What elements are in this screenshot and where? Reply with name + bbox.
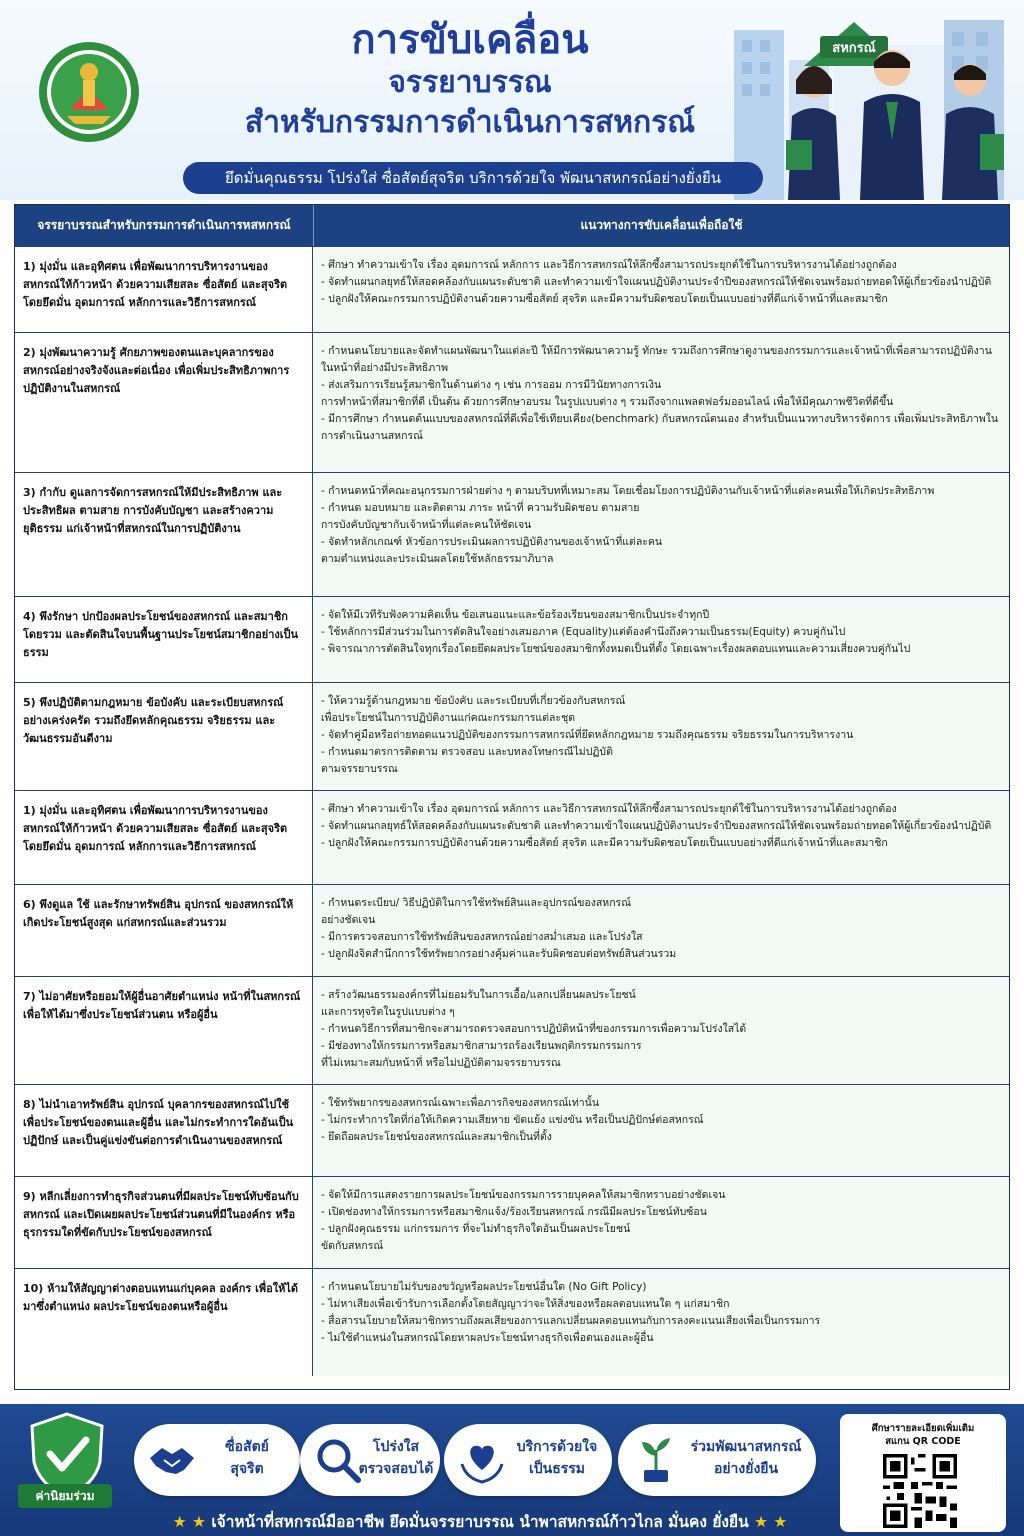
guideline-item: - สร้างวัฒนธรรมองค์กรที่ไม่ยอมรับในการเอื้อ/แลกเปลี่ยนผลประโยชน์: [321, 989, 636, 1001]
guideline-item: - ส่งเสริมการเรียนรู้สมาชิกในด้านต่าง ๆ เช่น การออม การมีวินัยทางการเงิน: [321, 379, 662, 391]
guideline-item: - ยึดถือผลประโยชน์ของสหกรณ์และสมาชิกเป็นที่ตั้ง: [321, 1131, 552, 1143]
ethics-item: 9) หลีกเลี่ยงการทำธุรกิจส่วนตนที่มีผลประโยชน์ทับซ้อนกับสหกรณ์ และเปิดเผยผลประโยชน์ส่วนตนที่มีในองค์กร หรือธุรกรรมใดที่ขัดกับประโยชน์ของสหกรณ์: [15, 1177, 313, 1268]
star-icon: ★ ★: [172, 1513, 206, 1531]
guideline-item: ตามจรรยาบรรณ: [321, 763, 398, 775]
guideline-item: และการทุจริตในรูปแบบต่าง ๆ: [321, 1006, 455, 1018]
table-row: [15, 790, 1009, 884]
guideline-item: - กำหนด มอบหมาย และติดตาม ภาระ หน้าที่ ความรับผิดชอบ ตามสาย: [321, 502, 640, 514]
value-card-sustainable: [618, 1424, 816, 1496]
guideline-list: [313, 1085, 1009, 1176]
guideline-item: - จัดให้มีการแสดงรายการผลประโยชน์ของกรรมการรายบุคคลให้สมาชิกทราบอย่างชัดเจน: [321, 1189, 726, 1201]
guideline-item: - มีช่องทางให้กรรมการหรือสมาชิกสามารถร้องเรียนพฤติกรรมกรรมการ: [321, 1040, 642, 1052]
guideline-item: - พิจารณาการตัดสินใจทุกเรื่องโดยยึดผลประโยชน์ของสมาชิกทั้งหมดเป็นที่ตั้ง โดยเฉพาะเรื่องผลตอบแทนและความเสี่ยงควบคู่กันไป: [321, 643, 911, 655]
guideline-item: - จัดทำคู่มือหรือถ่ายทอดแนวปฏิบัติของกรรมการสหกรณ์ที่ยึดหลักกฎหมาย รวมถึงคุณธรรม จริยธรรมในการบริหารงาน: [321, 729, 854, 741]
guideline-item: - มีการศึกษา กำหนดต้นแบบของสหกรณ์ที่ดีเพื่อใช้เทียบเคียง(benchmark) กับสหกรณ์ตนเอง สำหรับเป็นแนวทางบริหารจัดการ เพื่อเพิ่มประสิทธิภาพในการดำเนินงานสหกรณ์: [321, 413, 999, 442]
slogan-banner: ยึดมั่นคุณธรรม โปร่งใส่ ซื่อสัตย์สุจริต บริการด้วยใจ พัฒนาสหกรณ์อย่างยั่งยืน: [183, 162, 763, 194]
value-transparency-line1: โปร่งใส: [372, 1439, 420, 1455]
guideline-item: อย่างชัดเจน: [321, 914, 376, 926]
table-row: [15, 682, 1009, 790]
guideline-list: [313, 597, 1009, 682]
guideline-item: - กำหนดนโยบายและจัดทำแผนพัฒนาในแต่ละปี ให้มีการพัฒนาความรู้ ทักษะ รวมถึงการศึกษาดูงานของกรรมการและเจ้าหน้าที่เพื่อสามารถปฏิบัติงานในหน้าที่อย่างมีประสิทธิภาพ: [321, 345, 992, 374]
staff-people-illustration: [774, 30, 1014, 200]
guideline-item: - จัดทำแผนกลยุทธ์ให้สอดคล้องกับแผนระดับชาติ และทำความเข้าใจแผนปฏิบัติงานประจำปีของสหกรณ์ให้ชัดเจนพร้อมถ่ายทอดให้ผู้เกี่ยวข้องนำปฏิบัติ: [321, 820, 992, 832]
ethics-item: 6) พึงดูแล ใช้ และรักษาทรัพย์สิน อุปกรณ์ ของสหกรณ์ให้เกิดประโยชน์สูงสุด แก่สหกรณ์และส่วนรวม: [15, 885, 313, 976]
value-sustainable-line2: อย่างยั่งยืน: [713, 1461, 779, 1477]
guideline-item: - ไม่ใช้ตำแหน่งในสหกรณ์โดยหาผลประโยชน์ทางธุรกิจเพื่อตนเองและผู้อื่น: [321, 1332, 654, 1344]
ethics-item: 8) ไม่นำเอาทรัพย์สิน อุปกรณ์ บุคลากรของสหกรณ์ไปใช้เพื่อประโยชน์ของตนและผู้อื่น และไม่กระทำการใดอันเป็นปฏิปักษ์ และเป็นคู่แข่งขันต่อการดำเนินงานของสหกรณ์: [15, 1085, 313, 1176]
table-row: [15, 976, 1009, 1084]
guideline-item: - กำหนดหน้าที่คณะอนุกรรมการฝ่ายต่าง ๆ ตามบริบทที่เหมาะสม โดยเชื่อมโยงการปฏิบัติงานกับเจ้าหน้าที่แต่ละคนเพื่อให้เกิดประสิทธิภาพ: [321, 485, 935, 497]
guideline-item: - ไม่กระทำการใดที่ก่อให้เกิดความเสียหาย ขัดแย้ง แข่งขัน หรือเป็นปฏิปักษ์ต่อสหกรณ์: [321, 1114, 704, 1126]
guideline-item: - ใช้หลักการมีส่วนร่วมในการตัดสินใจอย่างเสมอภาค (Equality)แต่ต้องคำนึงถึงความเป็นธรรม(Equity) ควบคู่กันไป: [321, 626, 846, 638]
footer-tagline: [120, 1508, 840, 1536]
guideline-item: - ศึกษา ทำความเข้าใจ เรื่อง อุดมการณ์ หลักการ และวิธีการสหกรณ์ให้ลึกซึ้งสามารถประยุกต์ใช้ในการบริหารงานได้อย่างถูกต้อง: [321, 259, 897, 271]
guideline-list: [313, 333, 1009, 472]
building-sign-text: สหกรณ์: [832, 41, 876, 56]
table-row: [15, 884, 1009, 976]
guideline-item: - มีการตรวจสอบการใช้ทรัพย์สินของสหกรณ์อย่างสม่ำเสมอ และโปร่งใส: [321, 931, 643, 943]
guideline-item: - จัดทำหลักเกณฑ์ หัวข้อการประเมินผลการปฏิบัติงานของเจ้าหน้าที่แต่ละคน: [321, 536, 663, 548]
guideline-item: การทำหน้าที่สมาชิกที่ดี เป็นต้น ด้วยการศึกษาอบรม ในรูปแบบต่าง ๆ รวมถึงจากแพลตฟอร์มออนไลน์ เพื่อให้มีคุณภาพชีวิตที่ดีขึ้น: [321, 396, 894, 408]
guideline-item: การบังคับบัญชากับเจ้าหน้าที่แต่ละคนให้ชัดเจน: [321, 519, 532, 531]
qr-card: [840, 1414, 1006, 1532]
star-icon: ★ ★: [754, 1513, 788, 1531]
guideline-list: [313, 683, 1009, 790]
qr-code-icon[interactable]: [883, 1454, 957, 1528]
guideline-item: - ใช้ทรัพยากรของสหกรณ์เฉพาะเพื่อภารกิจของสหกรณ์เท่านั้น: [321, 1097, 600, 1109]
page-title-line1: การขับเคลื่อน: [351, 17, 589, 63]
header-banner: [0, 0, 1024, 200]
column-header-guidelines: แนวทางการขับเคลื่อนเพื่อถือใช้: [580, 218, 743, 232]
guideline-item: - สื่อสารนโยบายให้สมาชิกทราบถึงผลเสียของการแลกเปลี่ยนผลตอบแทนกับการลงคะแนนเสียงเพื่อเป็นกรรมการ: [321, 1315, 821, 1327]
guideline-item: - กำหนดนโยบายไม่รับของขวัญหรือผลประโยชน์อื่นใด (No Gift Policy): [321, 1281, 647, 1293]
value-honesty-line2: สุจริต: [230, 1461, 264, 1477]
value-card-transparency: [300, 1424, 440, 1496]
guideline-item: - ปลูกฝังให้คณะกรรมการปฏิบัติงานด้วยความซื่อสัตย์ สุจริต และมีความรับผิดชอบโดยเป็นแบบอย่างที่ดีแก่เจ้าหน้าที่และสมาชิก: [321, 837, 888, 849]
table-row: [15, 596, 1009, 682]
page-title-line3: สำหรับกรรมการดำเนินการสหกรณ์: [244, 105, 696, 140]
value-sustainable-line1: ร่วมพัฒนาสหกรณ์: [690, 1439, 802, 1455]
page-title-line2: จรรยาบรรณ: [388, 65, 552, 100]
table-row: [15, 1084, 1009, 1176]
guideline-item: - จัดทำแผนกลยุทธ์ให้สอดคล้องกับแผนระดับชาติ และทำความเข้าใจแผนปฏิบัติงานประจำปีของสหกรณ์ให้ชัดเจนพร้อมถ่ายทอดให้ผู้เกี่ยวข้องนำปฏิบัติ: [321, 276, 992, 288]
ethics-item: 1) มุ่งมั่น และอุทิศตน เพื่อพัฒนาการบริหารงานของสหกรณ์ให้ก้าวหน้า ด้วยความเสียสละ ซื่อสัตย์ และสุจริต โดยยึดมั่น อุดมการณ์ หลักการและวิธีการสหกรณ์: [15, 791, 313, 884]
guideline-list: [313, 791, 1009, 884]
guideline-item: ที่ไม่เหมาะสมกับหน้าที่ หรือไม่ปฏิบัติตามจรรยาบรรณ: [321, 1057, 561, 1069]
guideline-list: [313, 885, 1009, 976]
guideline-list: [313, 977, 1009, 1084]
tagline-text: เจ้าหน้าที่สหกรณ์มืออาชีพ ยึดมั่นจรรยาบรรณ นำพาสหกรณ์ก้าวไกล มั่นคง ยั่งยืน: [211, 1513, 749, 1531]
handshake-icon: [146, 1434, 198, 1486]
ethics-item: 5) พึงปฏิบัติตามกฎหมาย ข้อบังคับ และระเบียบสหกรณ์อย่างเคร่งครัด รวมถึงยึดหลักคุณธรรม จริยธรรม และวัฒนธรรมอันดีงาม: [15, 683, 313, 790]
guideline-item: - จัดให้มีเวทีรับฟังความคิดเห็น ข้อเสนอแนะและข้อร้องเรียนของสมาชิกเป็นประจำทุกปี: [321, 609, 710, 621]
guideline-item: - ปลูกฝังคุณธรรม แก่กรรมการ ที่จะไม่ทำธุรกิจใดอันเป็นผลประโยชน์: [321, 1223, 631, 1235]
column-header-ethics: จรรยาบรรณสำหรับกรรมการดำเนินการหสหกรณ์: [15, 205, 314, 246]
value-card-honesty: [134, 1424, 300, 1496]
ethics-item: 2) มุ่งพัฒนาความรู้ ศักยภาพของตนและบุคลากรของสหกรณ์อย่างจริงจังและต่อเนื่อง เพื่อเพิ่มประสิทธิภาพการปฏิบัติงานในสหกรณ์: [15, 333, 313, 472]
table-row: [15, 472, 1009, 596]
table-body: [15, 246, 1009, 1376]
qr-text-line1: ศึกษารายละเอียดเพิ่มเติม: [871, 1423, 975, 1434]
department-logo-seal-icon: [37, 40, 141, 144]
guideline-list: [313, 1177, 1009, 1268]
ethics-item: 1) มุ่งมั่น และอุทิศตน เพื่อพัฒนาการบริหารงานของสหกรณ์ให้ก้าวหน้า ด้วยความเสียสละ ซื่อสัตย์ และสุจริต โดยยึดมั่น อุดมการณ์ หลักการและวิธีการสหกรณ์: [15, 247, 313, 332]
plant-icon: [630, 1434, 682, 1486]
guideline-item: - ให้ความรู้ด้านกฎหมาย ข้อบังคับ และระเบียบที่เกี่ยวข้องกับสหกรณ์: [321, 695, 626, 707]
guideline-item: ขัดกับสหกรณ์: [321, 1240, 384, 1252]
table-row: [15, 1176, 1009, 1268]
shared-values-label: ค่านิยมร่วม: [18, 1484, 112, 1508]
heart-hands-icon: [456, 1434, 508, 1486]
guideline-item: - กำหนดระเบียบ/ วิธีปฏิบัติในการใช้ทรัพย์สินและอุปกรณ์ของสหกรณ์: [321, 897, 631, 909]
guideline-item: - กำหนดมาตรการติดตาม ตรวจสอบ และบทลงโทษกรณีไม่ปฏิบัติ: [321, 746, 613, 758]
guideline-item: เพื่อประโยชน์ในการปฏิบัติงานแก่คณะกรรมการแต่ละชุด: [321, 712, 576, 724]
ethics-item: 3) กำกับ ดูแลการจัดการสหกรณ์ให้มีประสิทธิภาพ และประสิทธิผล ตามสาย การบังคับบัญชา และสร้างความยุติธรรม แก่เจ้าหน้าที่สหกรณ์ในการปฏิบัติงาน: [15, 473, 313, 596]
guideline-item: - ไม่หาเสียงเพื่อเข้ารับการเลือกตั้งโดยสัญญาว่าจะให้สิ่งของหรือผลตอบแทนใด ๆ แก่สมาชิก: [321, 1298, 730, 1310]
guideline-item: - ศึกษา ทำความเข้าใจ เรื่อง อุดมการณ์ หลักการ และวิธีการสหกรณ์ให้ลึกซึ้งสามารถประยุกต์ใช้ในการบริหารงานได้อย่างถูกต้อง: [321, 803, 897, 815]
value-service-line2: เป็นธรรม: [528, 1461, 586, 1477]
table-row: [15, 246, 1009, 332]
ethics-item: 4) พึงรักษา ปกป้องผลประโยชน์ของสหกรณ์ และสมาชิกโดยรวม และตัดสินใจบนพื้นฐานประโยชน์สมาชิกอย่างเป็นธรรม: [15, 597, 313, 682]
value-service-line1: บริการด้วยใจ: [516, 1439, 598, 1455]
guideline-item: - ปลูกฝังให้คณะกรรมการปฏิบัติงานด้วยความซื่อสัตย์ สุจริต และมีความรับผิดชอบโดยเป็นแบบอย่างที่ดีแก่เจ้าหน้าที่และสมาชิก: [321, 293, 888, 305]
qr-text-line2: สแกน QR CODE: [885, 1436, 961, 1447]
guideline-list: [313, 247, 1009, 332]
guideline-list: [313, 473, 1009, 596]
guideline-item: - เปิดช่องทางให้กรรมการหรือสมาชิกแจ้ง/ร้องเรียนสหกรณ์ กรณีมีผลประโยชน์ทับซ้อน: [321, 1206, 707, 1218]
table-row: [15, 1268, 1009, 1376]
value-transparency-line2: ตรวจสอบได้: [358, 1461, 434, 1477]
guideline-item: - ปลูกฝังจิตสำนึกการใช้ทรัพยากรอย่างคุ้มค่าและรับผิดชอบต่อทรัพย์สินส่วนรวม: [321, 948, 677, 960]
guideline-item: ตามตำแหน่งและประเมินผลโดยใช้หลักธรรมาภิบาล: [321, 553, 554, 565]
value-honesty-line1: ซื่อสัตย์: [225, 1439, 269, 1455]
ethics-item: 10) ห้ามให้สัญญาต่างตอบแทนแก่บุคคล องค์กร เพื่อให้ได้มาซึ่งตำแหน่ง ผลประโยชน์ของตนหรือผู้อื่น: [15, 1269, 313, 1376]
value-card-service: [444, 1424, 612, 1496]
ethics-item: 7) ไม่อาศัยหรือยอมให้ผู้อื่นอาศัยตำแหน่ง หน้าที่ในสหกรณ์เพื่อให้ได้มาซึ่งประโยชน์ส่วนตน หรือผู้อื่น: [15, 977, 313, 1084]
ethics-table: [14, 204, 1010, 1390]
table-row: [15, 332, 1009, 472]
guideline-item: - กำหนดวิธีการที่สมาชิกจะสามารถตรวจสอบการปฏิบัติหน้าที่ของกรรมการเพื่อความโปร่งใสได้: [321, 1023, 747, 1035]
footer-banner: [0, 1404, 1024, 1536]
table-header: [15, 205, 1009, 246]
guideline-list: [313, 1269, 1009, 1376]
